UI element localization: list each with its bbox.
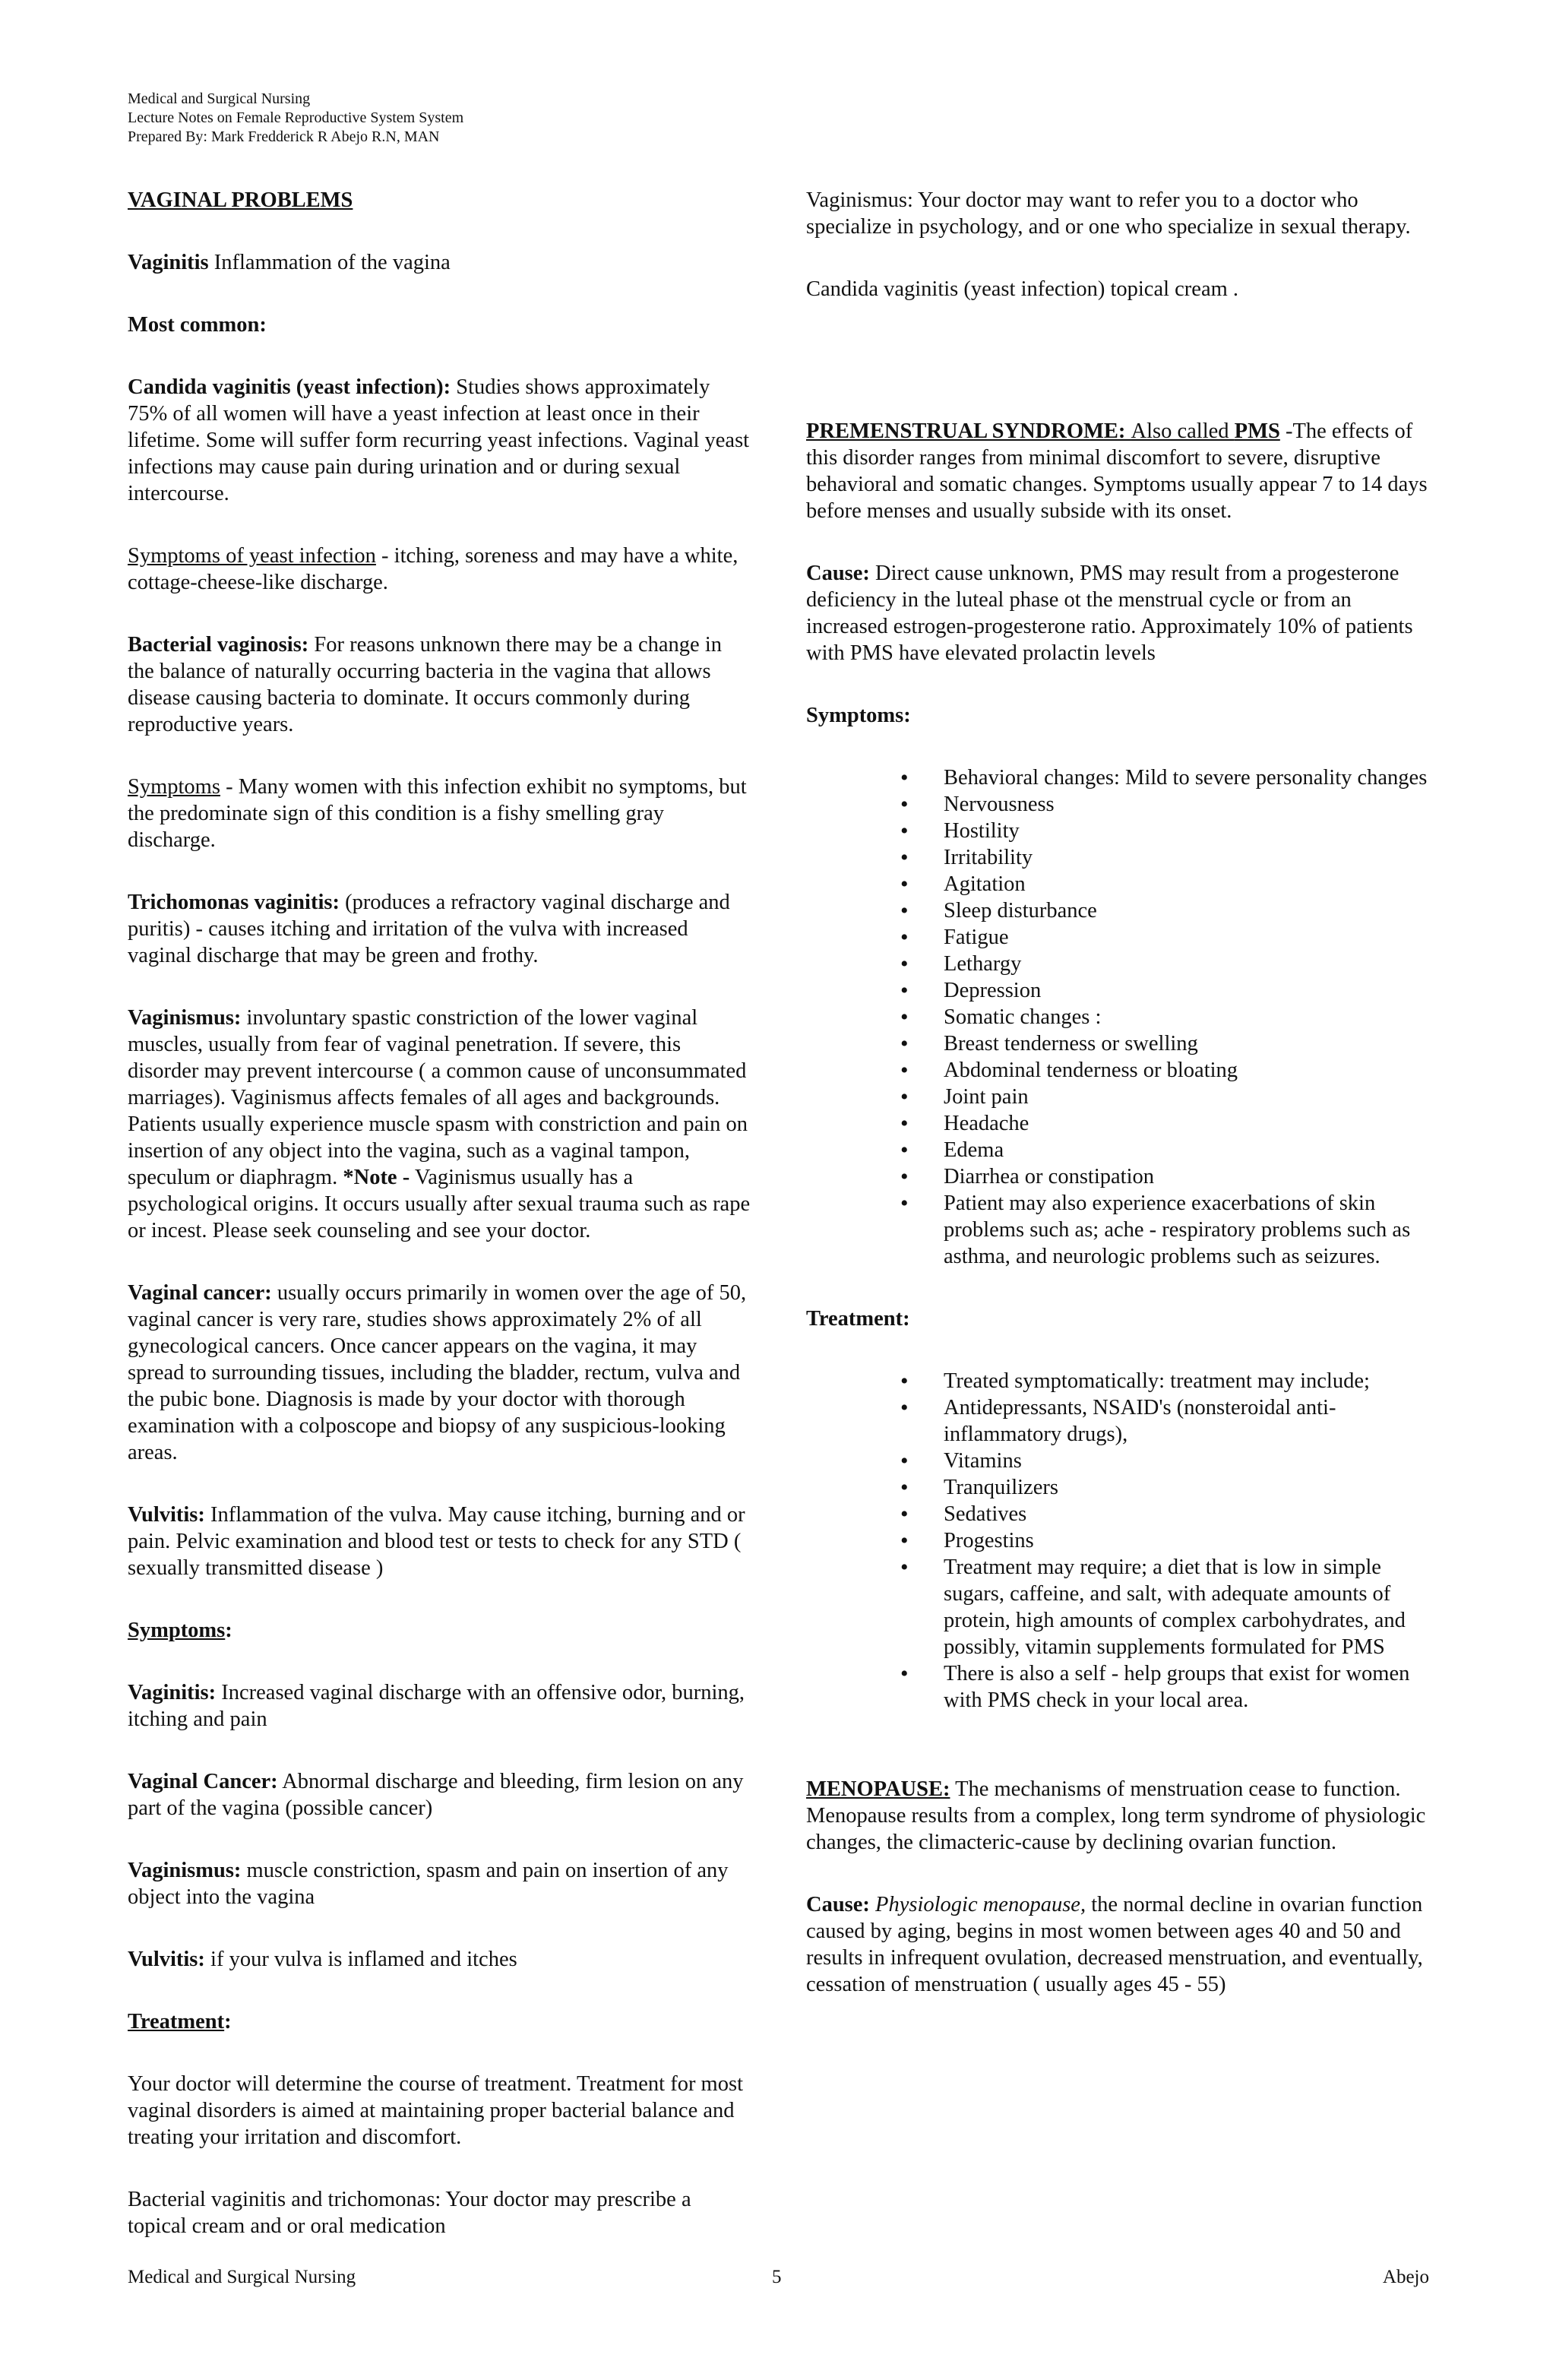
list-item: • Breast tenderness or swelling xyxy=(944,1030,1429,1057)
header-course: Medical and Surgical Nursing xyxy=(128,90,311,107)
menopause-cause-paragraph xyxy=(806,1891,1429,1998)
pms-abbr: PMS xyxy=(1234,419,1280,443)
symptom-vaginal-cancer xyxy=(128,1768,752,1821)
list-item: • Somatic changes : xyxy=(944,1004,1429,1030)
list-item: • Diarrhea or constipation xyxy=(944,1163,1429,1190)
symptom-vulvitis xyxy=(128,1946,752,1973)
term-sym-cancer: Vaginal Cancer: xyxy=(128,1770,278,1793)
header-author: Prepared By: Mark Fredderick R Abejo R.N, MAN xyxy=(128,128,440,145)
list-item: • Hostility xyxy=(944,818,1429,844)
pms-symptoms-heading: Symptoms: xyxy=(806,704,911,727)
vaginismus-paragraph xyxy=(128,1005,752,1244)
term-meno-cause: Cause: xyxy=(806,1893,870,1916)
term-bacterial: Bacterial vaginosis: xyxy=(128,633,309,657)
symptom-vaginismus xyxy=(128,1857,752,1910)
symptoms-heading-colon: : xyxy=(225,1619,232,1642)
list-item: • Tranquilizers xyxy=(944,1474,1429,1501)
term-vulvitis: Vulvitis: xyxy=(128,1503,205,1527)
vaginitis-definition xyxy=(128,249,752,276)
list-item: • Headache xyxy=(944,1110,1429,1137)
bacterial-symptoms-paragraph xyxy=(128,774,752,853)
candida-treatment: Candida vaginitis (yeast infection) topical cream . xyxy=(806,277,1239,301)
term-sym-vaginitis: Vaginitis: xyxy=(128,1681,217,1704)
footer-author: Abejo xyxy=(1382,2267,1429,2287)
list-item: • Depression xyxy=(944,977,1429,1004)
symptoms-heading-text: Symptoms xyxy=(128,1619,226,1642)
term-vaginitis: Vaginitis xyxy=(128,251,209,274)
bacterial-paragraph xyxy=(128,631,752,738)
document-header xyxy=(128,90,463,147)
list-item: • Antidepressants, NSAID's (nonsteroidal anti-inflammatory drugs), xyxy=(944,1394,1429,1448)
bacterial-text: For reasons unknown there may be a change in the balance of naturally occurring bacteria in the vagina that allows disease causing bacteria to dominate. It occurs commonly during reproductive years. xyxy=(128,633,722,736)
sym-vaginitis-text: Increased vaginal discharge with an offensive odor, burning, itching and pain xyxy=(128,1681,745,1731)
meno-cause-text: the normal decline in ovarian function caused by aging, begins in most women between ages 40 and 50 and results in infrequent ovulation, decreased menstruation, and eventually, cessation of menstruation ( usually ages 45 - 55) xyxy=(806,1893,1423,1996)
page-number: 5 xyxy=(772,2267,782,2287)
list-item: • Behavioral changes: Mild to severe personality changes xyxy=(944,764,1429,791)
list-item: • Abdominal tenderness or bloating xyxy=(944,1057,1429,1084)
header-topic: Lecture Notes on Female Reproductive System System xyxy=(128,109,464,126)
vulvitis-text: Inflammation of the vulva. May cause itching, burning and or pain. Pelvic examination and blood test or tests to check for any STD ( sexually transmitted disease ) xyxy=(128,1503,745,1580)
list-item: • Agitation xyxy=(944,871,1429,897)
list-item: • Treated symptomatically: treatment may include; xyxy=(944,1368,1429,1394)
symptoms-heading xyxy=(128,1617,752,1644)
list-item: • Vitamins xyxy=(944,1448,1429,1474)
pms-symptoms-list xyxy=(806,764,1429,1270)
sym-vulvitis-text: if your vulva is inflamed and itches xyxy=(204,1948,517,1971)
term-sym-vulvitis: Vulvitis: xyxy=(128,1948,205,1971)
vaginal-cancer-text: usually occurs primarily in women over the age of 50, vaginal cancer is very rare, studies shows approximately 2% of all gynecological cancers. Once cancer appears on the vagina, it may spread to surrounding tissues, including the bladder, rectum, vulva and the pubic bone. Diagnosis is made by your doctor with thorough examination with a colposcope and biopsy of any suspicious-looking areas. xyxy=(128,1281,747,1464)
note-label: *Note - xyxy=(343,1166,410,1189)
section-title-vaginal-problems: VAGINAL PROBLEMS xyxy=(128,188,353,212)
term-sym-vaginismus: Vaginismus: xyxy=(128,1859,242,1882)
list-item: • Progestins xyxy=(944,1527,1429,1554)
term-yeast-symptoms: Symptoms of yeast infection xyxy=(128,544,376,568)
candida-paragraph xyxy=(128,374,752,507)
pms-paragraph xyxy=(806,418,1429,524)
footer-course: Medical and Surgical Nursing xyxy=(128,2267,356,2287)
list-item: • Fatigue xyxy=(944,924,1429,951)
sym-cancer-text: Abnormal discharge and bleeding, firm lesion on any part of the vagina (possible cancer) xyxy=(128,1770,744,1820)
term-bacterial-symptoms: Symptoms xyxy=(128,775,220,799)
trichomonas-paragraph xyxy=(128,889,752,969)
trichomonas-text: (produces a refractory vaginal discharge and puritis) - causes itching and irritation of the vulva with increased vaginal discharge that may be green and frothy. xyxy=(128,891,730,967)
pms-text: -The effects of this disorder ranges from minimal discomfort to severe, disruptive behavioral and somatic changes. Symptoms usually appear 7 to 14 days before menses and usually subside with its onset. xyxy=(806,419,1428,523)
menopause-paragraph xyxy=(806,1776,1429,1856)
treatment-bacterial-paragraph: Bacterial vaginitis and trichomonas: Your doctor may prescribe a topical cream and or oral medication xyxy=(128,2188,691,2238)
candida-text: Studies shows approximately 75% of all women will have a yeast infection at least once in their lifetime. Some will suffer form recurring yeast infections. Vaginal yeast infections may cause pain during urination and or during sexual intercourse. xyxy=(128,375,750,505)
list-item: • Joint pain xyxy=(944,1084,1429,1110)
list-item: • Edema xyxy=(944,1137,1429,1163)
cause-text: Direct cause unknown, PMS may result from a progesterone deficiency in the luteal phase ot the menstrual cycle or from an increased estrogen-progesterone ratio. Approximately 10% of patients with PMS have elevated prolactin levels xyxy=(806,562,1413,665)
treatment-paragraph: Your doctor will determine the course of treatment. Treatment for most vaginal disorders is aimed at maintaining proper bacterial balance and treating your irritation and discomfort. xyxy=(128,2072,743,2149)
list-item: • Treatment may require; a diet that is low in simple sugars, caffeine, and salt, with adequate amounts of protein, high amounts of complex carbohydrates, and possibly, vitamin supplements formulated for PMS xyxy=(944,1554,1429,1660)
list-item: • Sleep disturbance xyxy=(944,897,1429,924)
list-item: • Nervousness xyxy=(944,791,1429,818)
menopause-title: MENOPAUSE: xyxy=(806,1777,950,1801)
menopause-text: The mechanisms of menstruation cease to function. Menopause results from a complex, long term syndrome of physiologic changes, the climacteric-cause by declining ovarian function. xyxy=(806,1777,1426,1854)
most-common-heading: Most common: xyxy=(128,313,267,337)
vaginismus-treatment: Vaginismus: Your doctor may want to refer you to a doctor who specialize in psychology, and or one who specialize in sexual therapy. xyxy=(806,188,1411,239)
list-item: • Irritability xyxy=(944,844,1429,871)
bacterial-symptoms-text: - Many women with this infection exhibit no symptoms, but the predominate sign of this condition is a fishy smelling gray discharge. xyxy=(128,775,747,852)
treatment-heading-colon: : xyxy=(224,2010,232,2033)
term-vaginismus: Vaginismus: xyxy=(128,1006,242,1030)
left-column xyxy=(128,187,752,2239)
vulvitis-paragraph xyxy=(128,1502,752,1581)
list-item: • There is also a self - help groups that exist for women with PMS check in your local area. xyxy=(944,1660,1429,1714)
list-item: • Lethargy xyxy=(944,951,1429,977)
pms-cause-paragraph xyxy=(806,560,1429,666)
term-trichomonas: Trichomonas vaginitis: xyxy=(128,891,340,914)
vaginitis-text: Inflammation of the vagina xyxy=(208,251,451,274)
pms-also: Also called xyxy=(1131,419,1235,443)
treatment-heading xyxy=(128,2008,752,2035)
list-item: • Patient may also experience exacerbations of skin problems such as; ache - respiratory problems such as asthma, and neurologic problems such as seizures. xyxy=(944,1190,1429,1270)
note-text: Vaginismus usually has a psychological origins. It occurs usually after sexual trauma such as rape or incest. Please seek counseling and see your doctor. xyxy=(128,1166,751,1242)
pms-title: PREMENSTRUAL SYNDROME: xyxy=(806,419,1131,443)
term-candida: Candida vaginitis (yeast infection): xyxy=(128,375,451,399)
right-column xyxy=(806,187,1429,1998)
pms-treatment-heading: Treatment: xyxy=(806,1307,910,1331)
term-cause: Cause: xyxy=(806,562,870,585)
sym-vaginismus-text: muscle constriction, spasm and pain on insertion of any object into the vagina xyxy=(128,1859,729,1909)
vaginal-cancer-paragraph xyxy=(128,1280,752,1466)
term-vaginal-cancer: Vaginal cancer: xyxy=(128,1281,272,1305)
treatment-heading-text: Treatment xyxy=(128,2010,225,2033)
vaginismus-text: involuntary spastic constriction of the lower vaginal muscles, usually from fear of vaginal penetration. If severe, this disorder may prevent intercourse ( a common cause of unconsummated marriages). Vaginismus affects females of all ages and backgrounds. Patients usually experience muscle spasm with constriction and pain on insertion of any object into the vagina, such as a vaginal tampon, speculum or diaphragm. xyxy=(128,1006,748,1189)
yeast-symptoms-text: - itching, soreness and may have a white, cottage-cheese-like discharge. xyxy=(128,544,738,594)
pms-treatment-list xyxy=(806,1368,1429,1714)
symptom-vaginitis xyxy=(128,1679,752,1733)
list-item: • Sedatives xyxy=(944,1501,1429,1527)
yeast-symptoms-paragraph xyxy=(128,543,752,596)
meno-cause-italic: Physiologic menopause, xyxy=(875,1893,1086,1916)
